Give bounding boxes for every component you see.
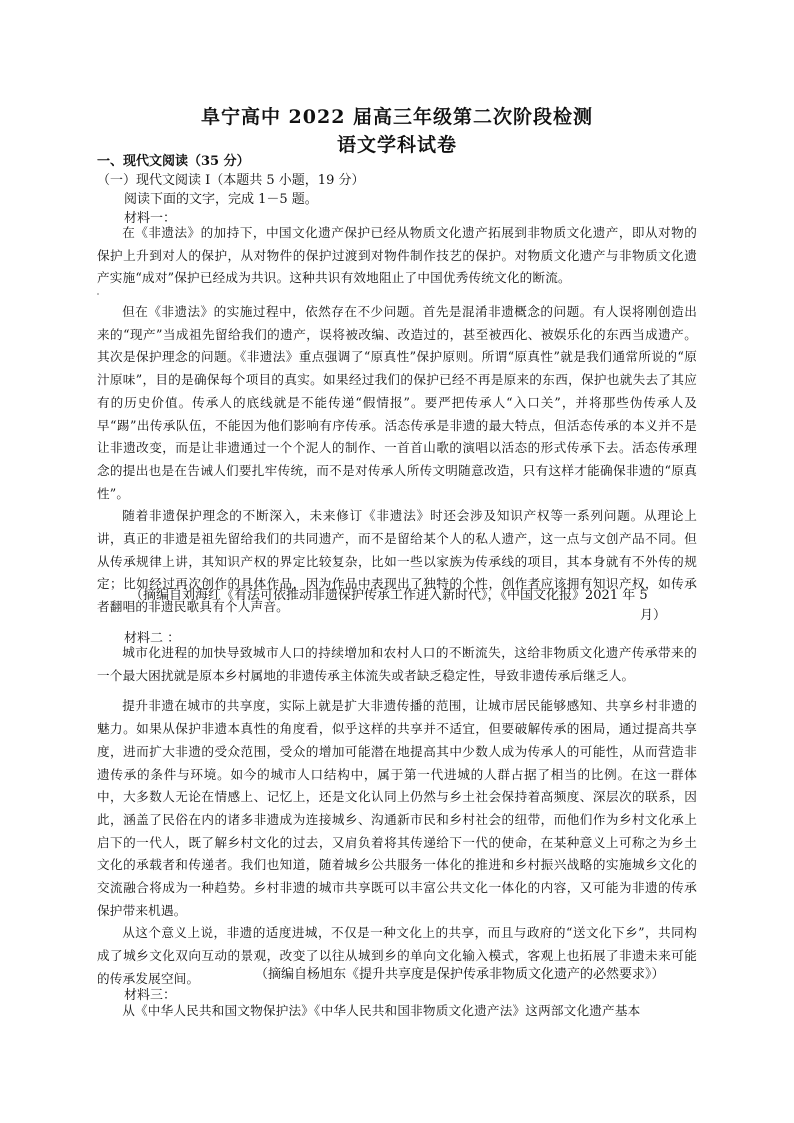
- material2-block: [97, 642, 697, 991]
- material3-block: [97, 1000, 697, 1023]
- source-citation-2: （摘编自杨旭东《提升共享度是保护传承非物质文化遗产的必然要求》）: [255, 967, 665, 982]
- material1-paragraph: 但在《非遗法》的实施过程中，依然存在不少问题。首先是混淆非遗概念的问题。有人误将刚创造出来的“现产”当成祖先留给我们的遗产，误将被改编、改造过的，甚至被西化、被娱乐化的东西当成遗产。其次是保护理念的问题。《非遗法》重点强调了“原真性”保护原则。所谓“原真性”就是我们通常所说的“原汁原味”，目的是确保每个项目的真实。如果经过我们的保护已经不再是原来的东西，保护也就失去了其应有的历史价值。传承人的底线就是不能传递“假情报”。要严把传承人“入口关”，并将那些伪传承人及早“踢”出传承队伍，不能因为他们影响有序传承。活态传承是非遗的最大特点，但活态传承的本义并不是让非遗改变，而是让非遗通过一个个泥人的制作、一首首山歌的演唱以活态的形式传承下去。活态传承理念的提出也是在告诫人们要扎牢传统，而不是对传承人所传文明随意改造，只有这样才能确保非遗的“原真性”。: [97, 304, 697, 501]
- material3-paragraph: 从《中华人民共和国文物保护法》《中华人民共和国非物质文化遗产法》这两部文化遗产基本: [122, 1003, 641, 1018]
- instruction-text: 阅读下面的文字，完成 1－5 题。: [124, 192, 318, 207]
- exam-title: 阜宁高中 2022 届高三年级第二次阶段检测: [200, 106, 594, 128]
- source-citation-1: （摘编自刘海红《有法可依推动非遗保护传承工作进入新时代》，《中国文化报》2021 年 5: [130, 588, 648, 603]
- section-heading: 一、现代文阅读（35 分）: [97, 154, 250, 169]
- material2-paragraph: 城市化进程的加快导致城市人口的持续增加和农村人口的不断流失，这给非物质文化遗产传承带来的一个最大困扰就是原本乡村属地的非遗传承主体流失或者缺乏稳定性，导致非遗传承后继乏人。: [97, 645, 697, 683]
- material2-paragraph: 提升非遗在城市的共享度，实际上就是扩大非遗传播的范围，让城市居民能够感知、共享乡村非遗的魅力。如果从保护非遗本真性的角度看，似乎这样的共享并不适宜，但要破解传承的困局，通过提高共享度，进而扩大非遗的受众范围，受众的增加可能潜在地提高其中少数人成为传承人的可能性，从而营造非遗传承的条件与环境。如今的城市人口结构中，属于第一代进城的人群占据了相当的比例。在这一群体中，大多数人无论在情感上、记忆上，还是文化认同上仍然与乡土社会保持着高频度、深层次的联系，因此，涵盖了民俗在内的诸多非遗成为连接城乡、沟通新市民和乡村社会的纽带，而他们作为乡村文化承上启下的一代人，既了解乡村文化的过去，又肩负着将其传递给下一代的使命，在某种意义上可称之为乡土文化的承载者和传递者。我们也知道，随着城乡公共服务一体化的推进和乡村振兴战略的实施城乡文化的交流融合将成为一种趋势。乡村非遗的城市共享既可以丰富公共文化一体化的内容，又可能为非遗的传承保护带来机遇。: [97, 698, 697, 918]
- material2-paragraph: 从这个意义上说，非遗的适度进城，不仅是一种文化上的共享，而且与政府的“送文化下乡”，共同构成了城乡文化双向互动的景观，改变了以往从城到乡的单向文化输入模式，客观上也拓展了非遗未来可能的传承发展空间。: [97, 925, 697, 986]
- material1-paragraph: 在《非遗法》的加持下，中国文化遗产保护已经从物质文化遗产拓展到非物质文化遗产，即从对物的保护上升到对人的保护，从对物件的保护过渡到对物件制作技艺的保护。对物质文化遗产与非物质文化遗产实施“成对”保护已经成为共识。这种共识有效地阻止了中国优秀传统文化的断流。: [97, 225, 697, 286]
- subsection-heading: （一）现代文阅读 I（本题共 5 小题，19 分）: [97, 173, 365, 188]
- material2-label: 材料二 ：: [124, 631, 181, 646]
- material1-label: 材料一：: [124, 211, 177, 226]
- page-mark: [97, 293, 99, 295]
- material1-para2-block: [97, 301, 697, 619]
- source-citation-1-cont: 月）: [640, 608, 667, 623]
- material1-paragraph: 随着非遗保护理念的不断深入，未来修订《非遗法》时还会涉及知识产权等一系列问题。从理论上讲，真正的非遗是祖先留给我们的共同遗产，而不是留给某个人的私人遗产，这一点与文创产品不同。但从传承规律上讲，其知识产权的界定比较复杂，比如一些以家族为传承线的项目，其本身就有不外传的规定；比如经过再次创作的具体作品，因为作品中表现出了独特的个性，创作者应该拥有知识产权，如传承者翻唱的非遗民歌具有个人声音。: [97, 508, 697, 615]
- exam-subtitle: 语文学科试卷: [336, 134, 457, 156]
- material3-label: 材料三：: [124, 988, 177, 1003]
- material1-para1-block: [97, 222, 697, 290]
